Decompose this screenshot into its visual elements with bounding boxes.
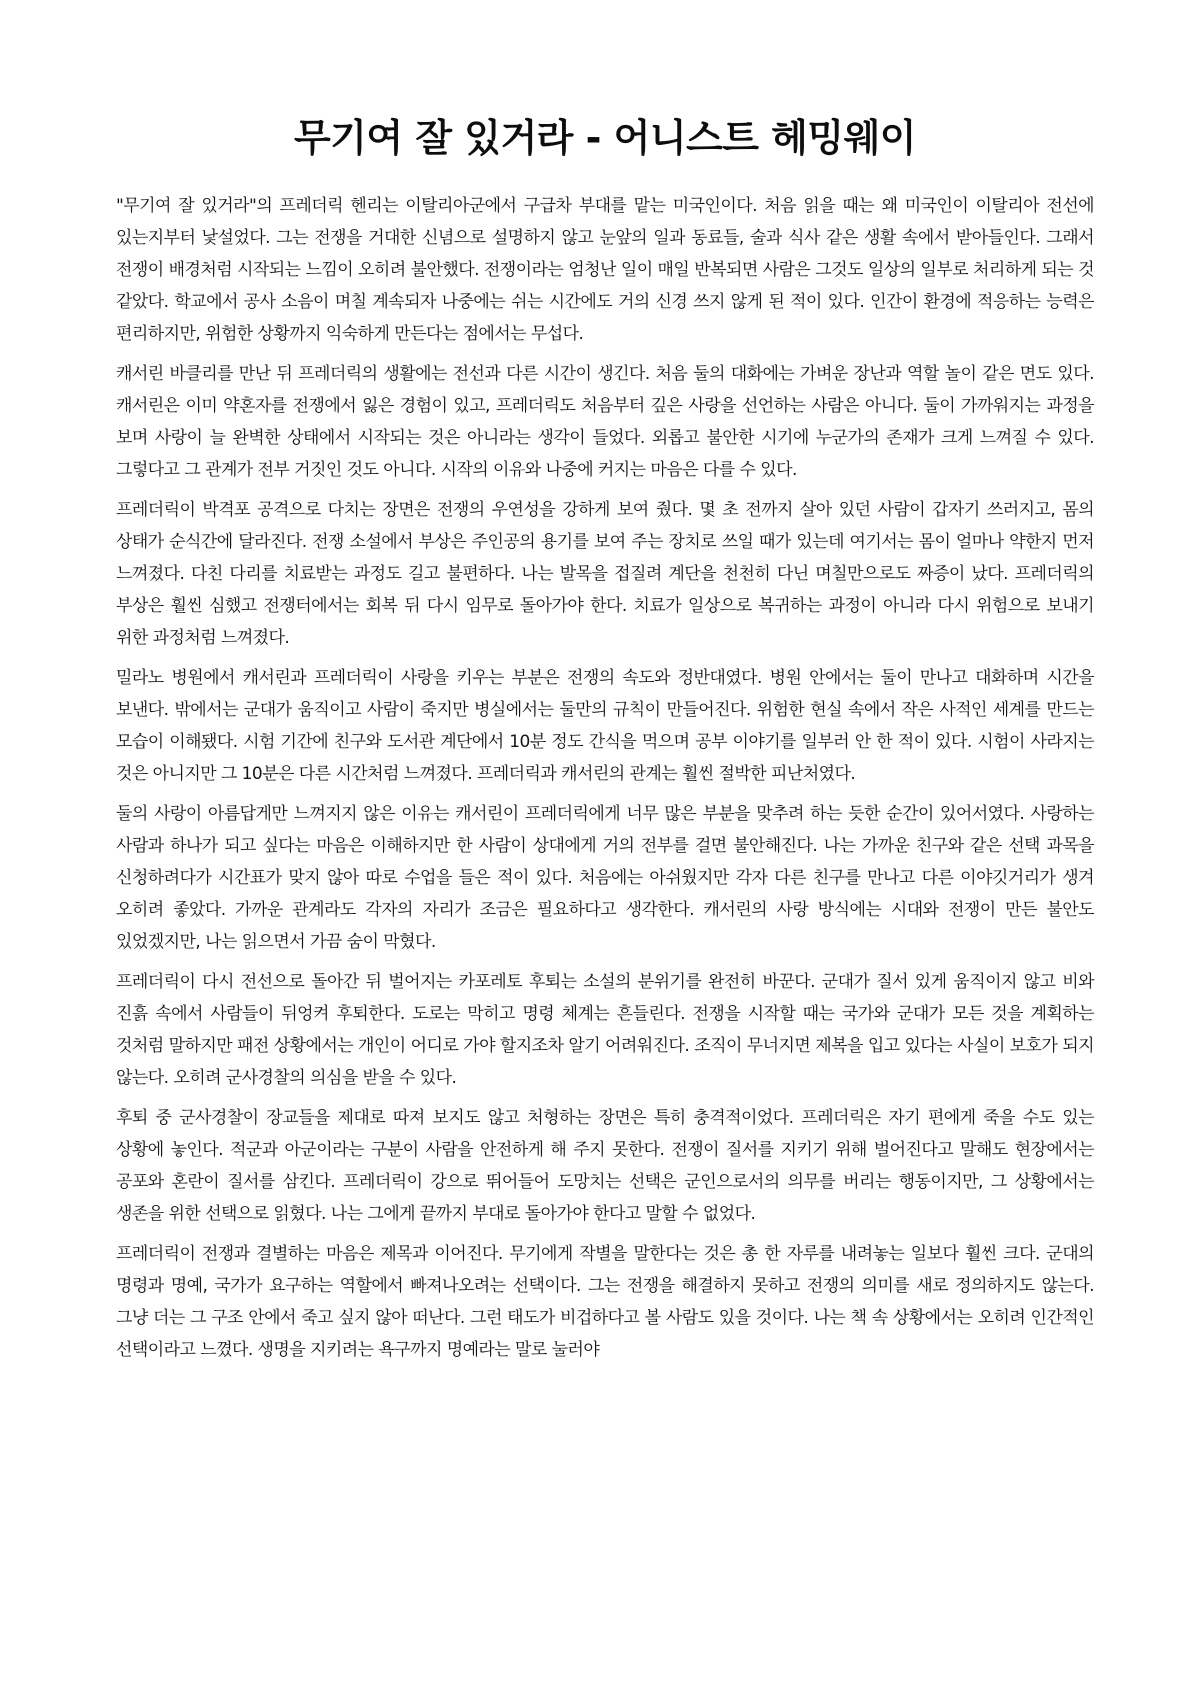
body-paragraph: 프레더릭이 전쟁과 결별하는 마음은 제목과 이어진다. 무기에게 작별을 말한다는 것은 총 한 자루를 내려놓는 일보다 훨씬 크다. 군대의 명령과 명예, 국가가 요구하는 역할에서 빠져나오려는 선택이다. 그는 전쟁을 해결하지 못하고 전쟁의 의미를 새로 정의하지도 않는다. 그냥 더는 그 구조 안에서 죽고 싶지 않아 떠난다. 그런 태도가 비겁하다고 볼 사람도 있을 것이다. 나는 책 속 상황에서는 오히려 인간적인 선택이라고 느꼈다. 생명을 지키려는 욕구까지 명예라는 말로 눌러야 <box>116 1244 1094 1360</box>
body-paragraph: 둘의 사랑이 아름답게만 느껴지지 않은 이유는 캐서린이 프레더릭에게 너무 많은 부분을 맞추려 하는 듯한 순간이 있어서였다. 사랑하는 사람과 하나가 되고 싶다는 마음은 이해하지만 한 사람이 상대에게 거의 전부를 걸면 불안해진다. 나는 가까운 친구와 같은 선택 과목을 신청하려다가 시간표가 맞지 않아 따로 수업을 들은 적이 있다. 처음에는 아쉬웠지만 각자 다른 친구를 만나고 다른 이야깃거리가 생겨 오히려 좋았다. 가까운 관계라도 각자의 자리가 조금은 필요하다고 생각한다. 캐서린의 사랑 방식에는 시대와 전쟁이 만든 불안도 있었겠지만, 나는 읽으면서 가끔 숨이 막혔다. <box>116 804 1094 952</box>
body-paragraph: "무기여 잘 있거라"의 프레더릭 헨리는 이탈리아군에서 구급차 부대를 맡는 미국인이다. 처음 읽을 때는 왜 미국인이 이탈리아 전선에 있는지부터 낯설었다. 그는 전쟁을 거대한 신념으로 설명하지 않고 눈앞의 일과 동료들, 술과 식사 같은 생활 속에서 받아들인다. 그래서 전쟁이 배경처럼 시작되는 느낌이 오히려 불안했다. 전쟁이라는 엄청난 일이 매일 반복되면 사람은 그것도 일상의 일부로 처리하게 되는 것 같았다. 학교에서 공사 소음이 며칠 계속되자 나중에는 쉬는 시간에도 거의 신경 쓰지 않게 된 적이 있다. 인간이 환경에 적응하는 능력은 편리하지만, 위험한 상황까지 익숙하게 만든다는 점에서는 무섭다. <box>116 196 1094 344</box>
document-title: 무기여 잘 있거라 - 어니스트 헤밍웨이 <box>293 116 917 160</box>
body-paragraph: 후퇴 중 군사경찰이 장교들을 제대로 따져 보지도 않고 처형하는 장면은 특히 충격적이었다. 프레더릭은 자기 편에게 죽을 수도 있는 상황에 놓인다. 적군과 아군이라는 구분이 사람을 안전하게 해 주지 못한다. 전쟁이 질서를 지키기 위해 벌어진다고 말해도 현장에서는 공포와 혼란이 질서를 삼킨다. 프레더릭이 강으로 뛰어들어 도망치는 선택은 군인으로서의 의무를 버리는 행동이지만, 그 상황에서는 생존을 위한 선택으로 읽혔다. 나는 그에게 끝까지 부대로 돌아가야 한다고 말할 수 없었다. <box>116 1108 1094 1224</box>
body-paragraph: 밀라노 병원에서 캐서린과 프레더릭이 사랑을 키우는 부분은 전쟁의 속도와 정반대였다. 병원 안에서는 둘이 만나고 대화하며 시간을 보낸다. 밖에서는 군대가 움직이고 사람이 죽지만 병실에서는 둘만의 규칙이 만들어진다. 위험한 현실 속에서 작은 사적인 세계를 만드는 모습이 이해됐다. 시험 기간에 친구와 도서관 계단에서 10분 정도 간식을 먹으며 공부 이야기를 일부러 안 한 적이 있다. 시험이 사라지는 것은 아니지만 그 10분은 다른 시간처럼 느껴졌다. 프레더릭과 캐서린의 관계는 훨씬 절박한 피난처였다. <box>116 668 1094 784</box>
body-paragraph: 프레더릭이 박격포 공격으로 다치는 장면은 전쟁의 우연성을 강하게 보여 줬다. 몇 초 전까지 살아 있던 사람이 갑자기 쓰러지고, 몸의 상태가 순식간에 달라진다. 전쟁 소설에서 부상은 주인공의 용기를 보여 주는 장치로 쓰일 때가 있는데 여기서는 몸이 얼마나 약한지 먼저 느껴졌다. 다친 다리를 치료받는 과정도 길고 불편하다. 나는 발목을 접질려 계단을 천천히 다닌 며칠만으로도 짜증이 났다. 프레더릭의 부상은 훨씬 심했고 전쟁터에서는 회복 뒤 다시 임무로 돌아가야 한다. 치료가 일상으로 복귀하는 과정이 아니라 다시 위험으로 보내기 위한 과정처럼 느껴졌다. <box>116 500 1094 648</box>
body-paragraph: 캐서린 바클리를 만난 뒤 프레더릭의 생활에는 전선과 다른 시간이 생긴다. 처음 둘의 대화에는 가벼운 장난과 역할 놀이 같은 면도 있다. 캐서린은 이미 약혼자를 전쟁에서 잃은 경험이 있고, 프레더릭도 처음부터 깊은 사랑을 선언하는 사람은 아니다. 둘이 가까워지는 과정을 보며 사랑이 늘 완벽한 상태에서 시작되는 것은 아니라는 생각이 들었다. 외롭고 불안한 시기에 누군가의 존재가 크게 느껴질 수 있다. 그렇다고 그 관계가 전부 거짓인 것도 아니다. 시작의 이유와 나중에 커지는 마음은 다를 수 있다. <box>116 364 1094 480</box>
body-paragraph: 프레더릭이 다시 전선으로 돌아간 뒤 벌어지는 카포레토 후퇴는 소설의 분위기를 완전히 바꾼다. 군대가 질서 있게 움직이지 않고 비와 진흙 속에서 사람들이 뒤엉켜 후퇴한다. 도로는 막히고 명령 체계는 흔들린다. 전쟁을 시작할 때는 국가와 군대가 모든 것을 계획하는 것처럼 말하지만 패전 상황에서는 개인이 어디로 가야 할지조차 알기 어려워진다. 조직이 무너지면 제복을 입고 있다는 사실이 보호가 되지 않는다. 오히려 군사경찰의 의심을 받을 수 있다. <box>116 972 1094 1088</box>
